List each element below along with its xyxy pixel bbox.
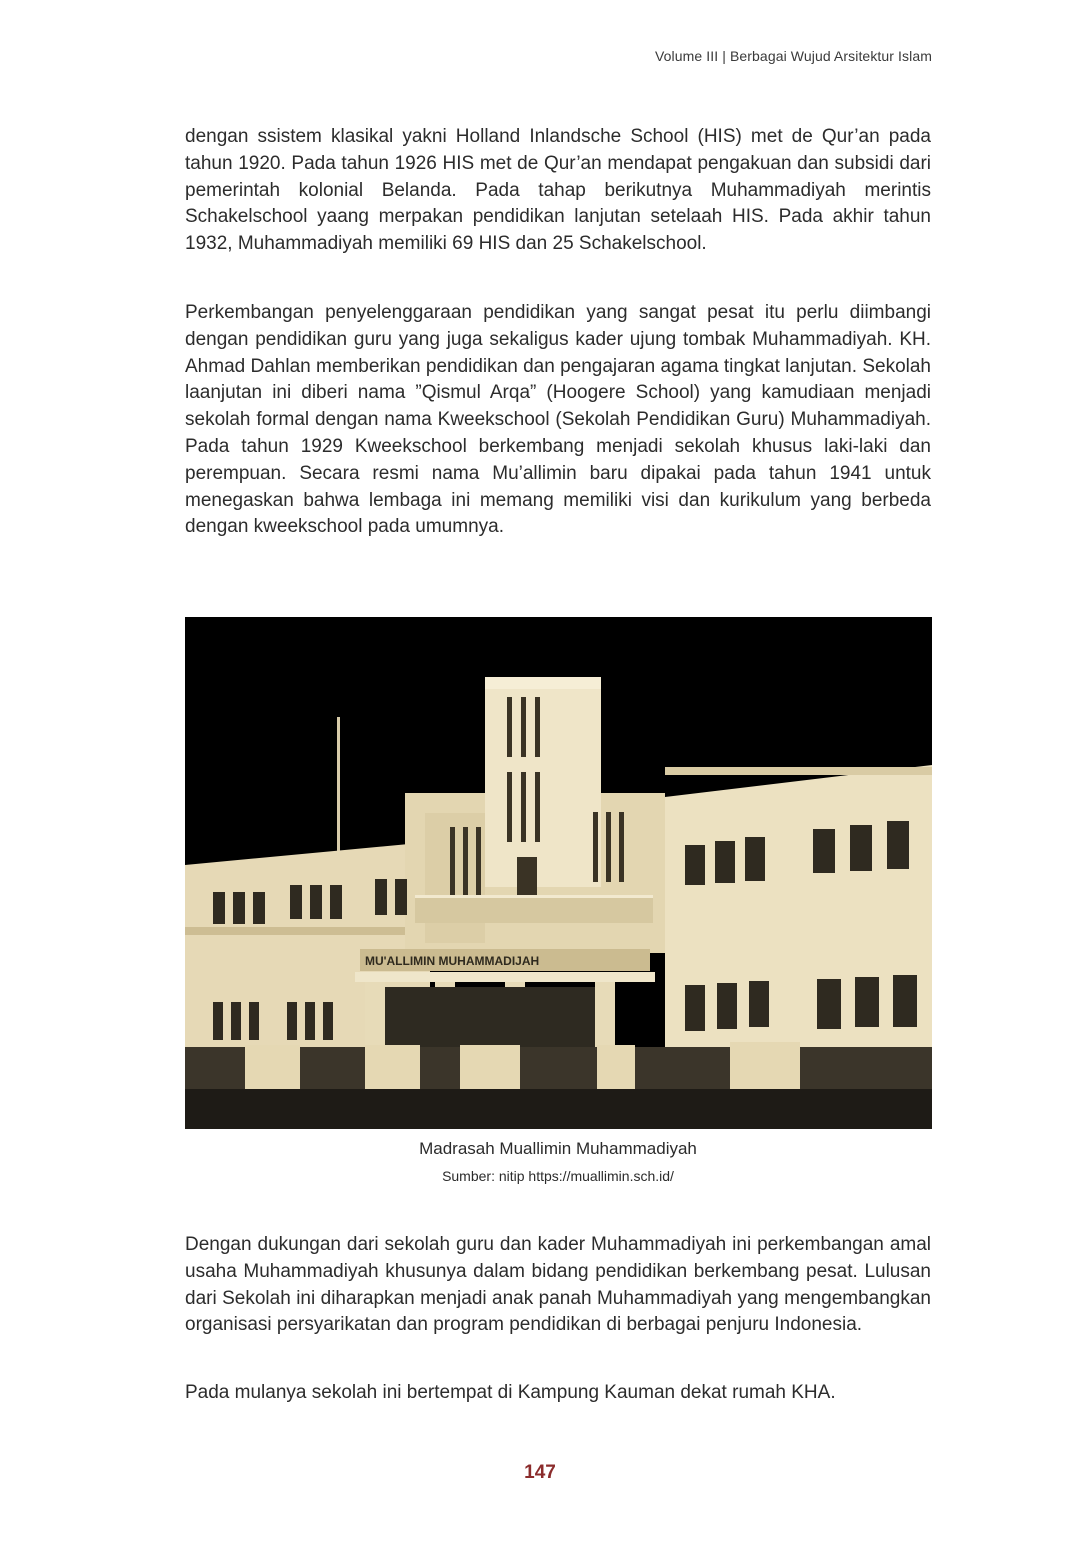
figure-caption-source: Sumber: nitip https://muallimin.sch.id/ [442, 1168, 674, 1184]
body-paragraph-4: Pada mulanya sekolah ini bertempat di Kampung Kauman dekat rumah KHA. [185, 1382, 836, 1403]
page-number: 147 [524, 1462, 556, 1483]
body-paragraph-1: dengan ssistem klasikal yakni Holland Inlandsche School (HIS) met de Qur’an pada tahun 1920. Pada tahun 1926 HIS met de Qur’an mendapat pengakuan dan subsidi dari pemerintah kolonial Belanda. Pada tahap berikutnya Muhammadiyah merintis Schakelschool yaang merpakan pendidikan lanjutan setelaah HIS. Pada akhir tahun 1932, Muhammadiyah memiliki 69 HIS dan 25 Schakelschool. [185, 126, 931, 255]
building-photo [185, 617, 932, 1129]
body-paragraph-3: Dengan dukungan dari sekolah guru dan kader Muhammadiyah ini perkembangan amal usaha Muhammadiyah khusunya dalam bidang pendidikan berkembang pesat. Lulusan dari Sekolah ini diharapkan menjadi anak panah Muhammadiyah yang mengembangkan organisasi persyarikatan dan program pendidikan di berbagai penjuru Indonesia. [185, 1234, 931, 1336]
figure-caption-title: Madrasah Muallimin Muhammadiyah [419, 1139, 697, 1158]
body-paragraph-2: Perkembangan penyelenggaraan pendidikan yang sangat pesat itu perlu diimbangi dengan pendidikan guru yang juga sekaligus kader ujung tombak Muhammadiyah. KH. Ahmad Dahlan memberikan pendidikan dan pengajaran agama tingkat lanjutan. Sekolah laanjutan ini diberi nama ”Qismul Arqa” (Hoogere School) yang kamudiaan menjadi sekolah formal dengan nama Kweekschool (Sekolah Pendidikan Guru) Muhammadiyah. Pada tahun 1929 Kweekschool berkembang menjadi sekolah khusus laki-laki dan perempuan. Secara resmi nama Mu’allimin baru dipakai pada tahun 1941 untuk menegaskan bahwa lembaga ini memang memiliki visi dan kurikulum yang berbeda dengan kweekschool pada umumnya. [185, 302, 931, 538]
running-head: Volume III | Berbagai Wujud Arsitektur Islam [654, 48, 932, 64]
building-sign: MU'ALLIMIN MUHAMMADIJAH [365, 954, 540, 968]
